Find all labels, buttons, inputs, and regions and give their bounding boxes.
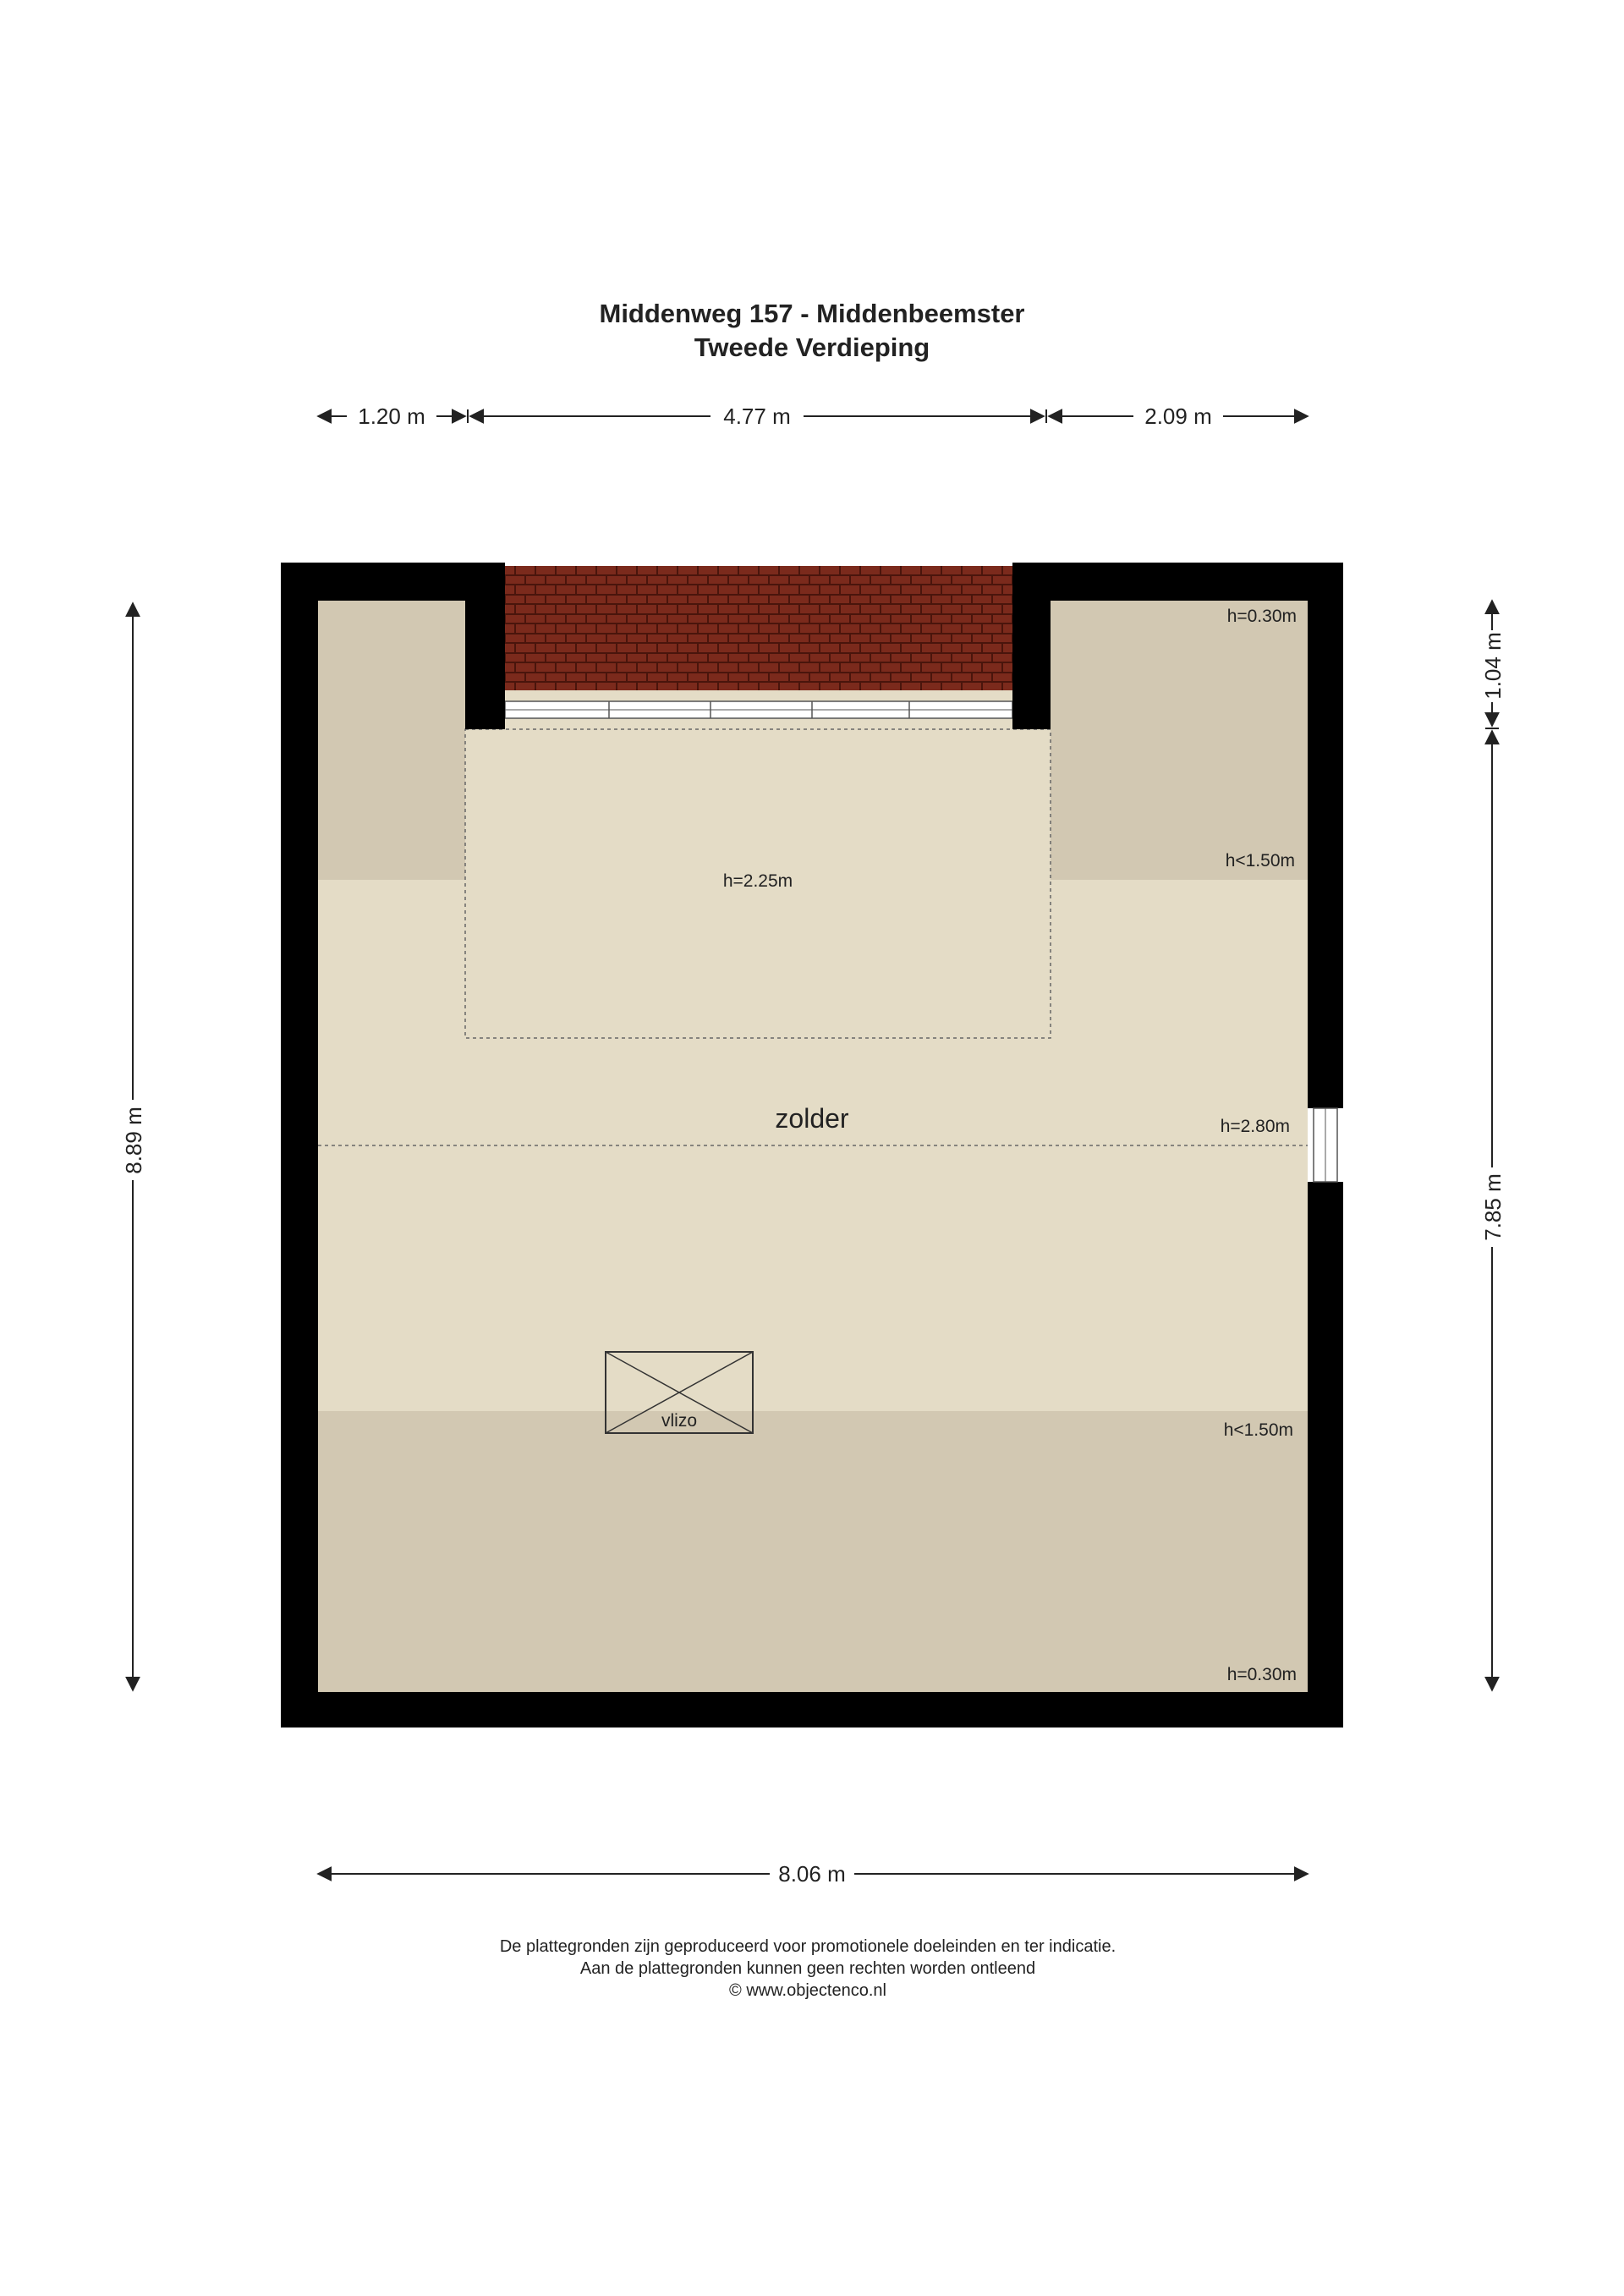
right-dimension [1480, 601, 1506, 1690]
height-label: h=2.80m [1220, 1117, 1290, 1136]
dimension-label: 1.20 m [358, 404, 425, 429]
side-window [1314, 1108, 1337, 1182]
disclaimer-line: De plattegronden zijn geproduceerd voor promotionele doeleinden en ter indicatie. [499, 1937, 1116, 1956]
low-ceiling-zone [318, 601, 465, 880]
left-dimension [121, 603, 146, 1690]
dimension-label: 4.77 m [723, 404, 791, 429]
dimension-label: 7.85 m [1480, 1173, 1506, 1241]
height-label: h=0.30m [1226, 607, 1297, 626]
low-ceiling-zone [1051, 601, 1308, 880]
height-label: h=2.25m [722, 871, 793, 891]
height-label: h<1.50m [1223, 1420, 1293, 1440]
top-dimension [318, 404, 1308, 429]
room-zolder [318, 601, 1308, 1692]
dimension-label: 2.09 m [1144, 404, 1212, 429]
height-label: h=0.30m [1226, 1665, 1297, 1684]
bottom-dimension [318, 1861, 1308, 1887]
roof-tiles [505, 566, 1012, 690]
plan-subtitle: Tweede Verdieping [694, 332, 930, 362]
dimension-label: 1.04 m [1480, 632, 1506, 700]
height-label: h<1.50m [1225, 851, 1295, 871]
room-label: zolder [775, 1103, 849, 1134]
copyright-line: © www.objectenco.nl [729, 1981, 886, 2000]
plan-title: Middenweg 157 - Middenbeemster [599, 299, 1025, 328]
dormer-window [505, 701, 1012, 718]
hatch-label: vlizo [661, 1411, 698, 1431]
dimension-label: 8.06 m [778, 1861, 846, 1887]
disclaimer-line: Aan de plattegronden kunnen geen rechten worden ontleend [579, 1959, 1036, 1978]
low-ceiling-zone [318, 1411, 1308, 1692]
dimension-label: 8.89 m [121, 1107, 146, 1174]
